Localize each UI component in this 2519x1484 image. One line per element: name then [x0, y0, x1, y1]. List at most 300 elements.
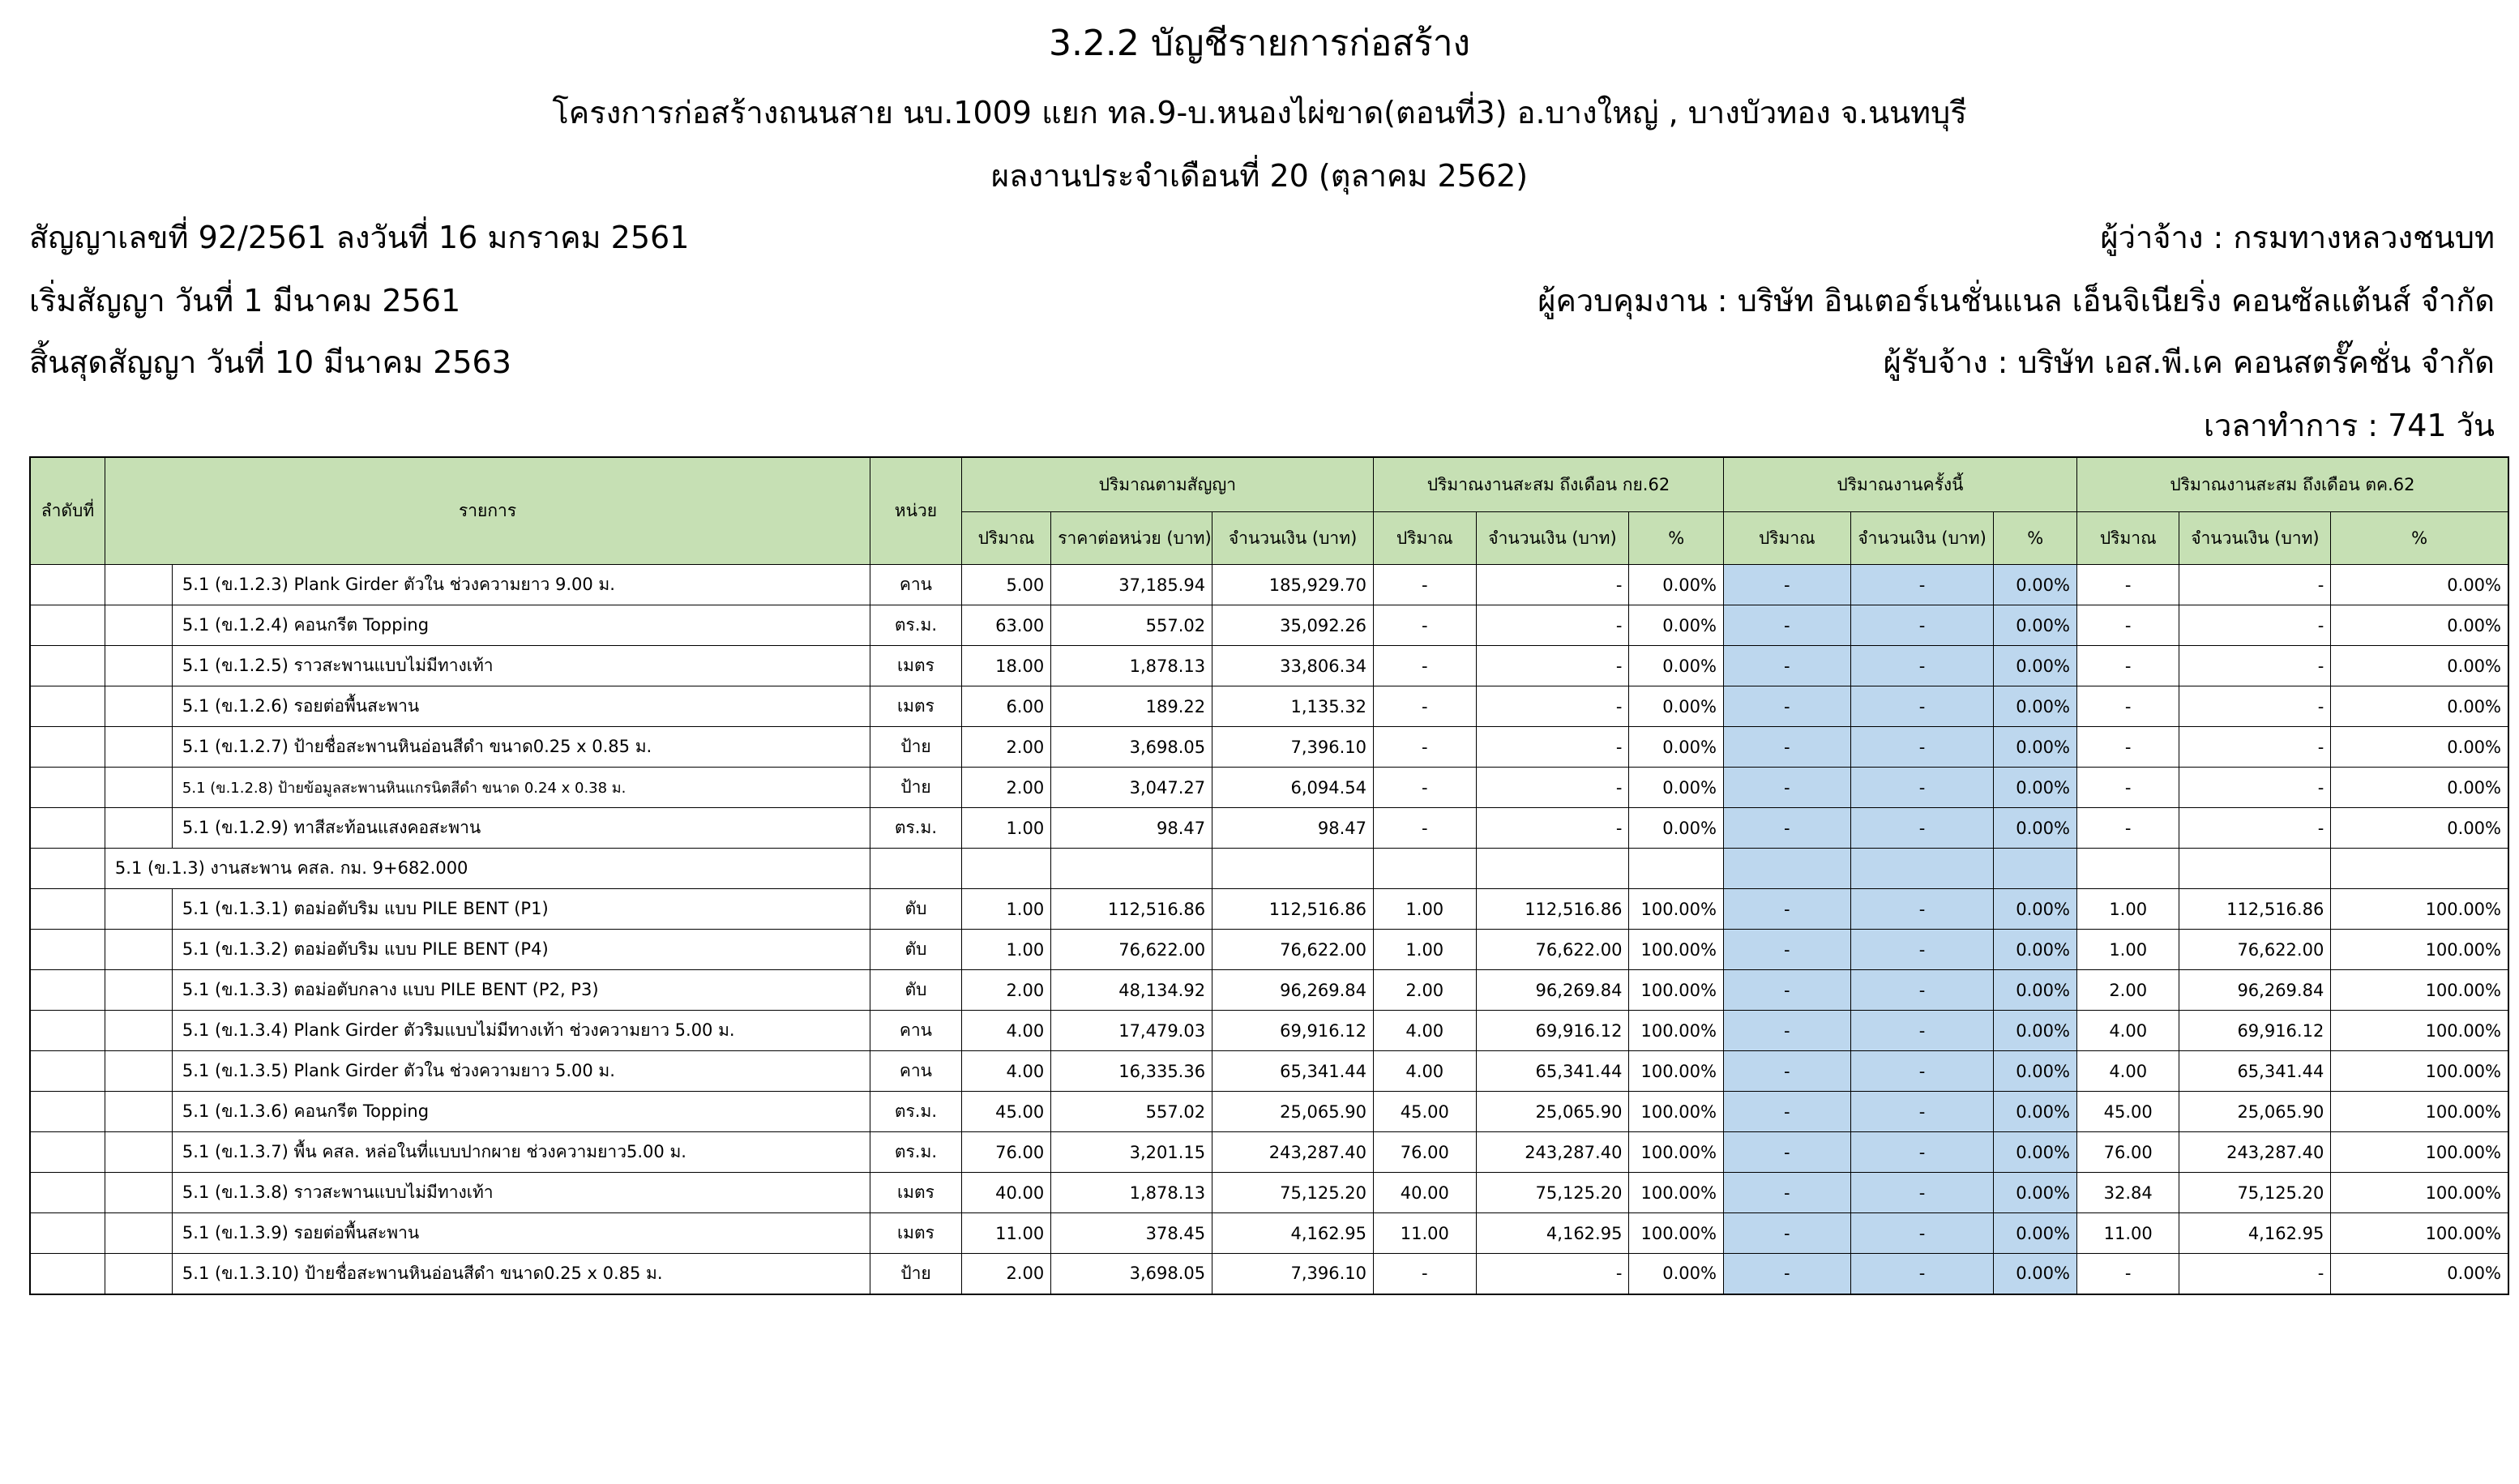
report-period: ผลงานประจำเดือนที่ 20 (ตุลาคม 2562)	[990, 158, 1529, 194]
cell-n-qty: -	[1723, 1173, 1850, 1213]
cell-no	[30, 605, 105, 646]
cell-p-pct: 0.00%	[1629, 686, 1724, 727]
item-description-text: 5.1 (ข.1.3) งานสะพาน คสล. กม. 9+682.000	[114, 858, 468, 878]
item-description-text: 5.1 (ข.1.3.3) ตอม่อตับกลาง แบบ PILE BENT (P2, P3)	[182, 980, 599, 999]
cell-n-qty: -	[1723, 1132, 1850, 1173]
indent-spacer	[105, 1213, 173, 1253]
cell-s-pct: 0.00%	[2331, 605, 2508, 646]
cell-p-amt: 75,125.20	[1476, 1173, 1629, 1213]
cell-no	[30, 1011, 105, 1051]
cell-item-description	[105, 849, 870, 889]
col-header-qty: ปริมาณ	[1723, 512, 1850, 565]
cell-n-amt: -	[1850, 646, 1994, 686]
cell-n-amt: -	[1850, 686, 1994, 727]
cell-p-amt: 243,287.40	[1476, 1132, 1629, 1173]
cell-p-qty: -	[1374, 605, 1477, 646]
table-row	[30, 1173, 2508, 1213]
cell-n-qty: -	[1723, 768, 1850, 808]
construction-items-table	[29, 456, 2509, 1295]
indent-spacer	[105, 808, 173, 848]
cell-c-qty: 6.00	[961, 686, 1051, 727]
cell-n-pct	[1994, 849, 2076, 889]
cell-s-amt: -	[2179, 646, 2331, 686]
cell-n-pct: 0.00%	[1994, 808, 2076, 849]
cell-unit: เมตร	[870, 1173, 962, 1213]
employer: ผู้ว่าจ้าง : กรมทางหลวงชนบท	[2100, 220, 2495, 255]
col-header-amount: จำนวนเงิน (บาท)	[1476, 512, 1629, 565]
cell-n-pct: 0.00%	[1994, 605, 2076, 646]
cell-unit: คาน	[870, 1011, 962, 1051]
cell-item-description	[105, 889, 870, 930]
indent-spacer	[105, 565, 173, 605]
cell-p-amt: 96,269.84	[1476, 970, 1629, 1011]
item-description-text: 5.1 (ข.1.3.5) Plank Girder ตัวใน ช่วงความยาว 5.00 ม.	[182, 1061, 615, 1080]
indent-spacer	[105, 1173, 173, 1212]
cell-p-pct: 0.00%	[1629, 768, 1724, 808]
cell-p-pct: 100.00%	[1629, 889, 1724, 930]
cell-c-price: 3,698.05	[1051, 727, 1212, 768]
cell-c-amt: 243,287.40	[1212, 1132, 1374, 1173]
cell-c-amt	[1212, 849, 1374, 889]
cell-s-pct: 100.00%	[2331, 970, 2508, 1011]
cell-p-qty: -	[1374, 646, 1477, 686]
cell-p-amt: 76,622.00	[1476, 930, 1629, 970]
indent-spacer	[105, 970, 173, 1010]
contract-start: เริ่มสัญญา วันที่ 1 มีนาคม 2561	[29, 283, 461, 319]
cell-s-amt: 112,516.86	[2179, 889, 2331, 930]
table-row	[30, 970, 2508, 1011]
cell-c-price: 557.02	[1051, 1092, 1212, 1132]
cell-no	[30, 1213, 105, 1254]
cell-c-amt: 96,269.84	[1212, 970, 1374, 1011]
cell-p-amt: -	[1476, 768, 1629, 808]
cell-p-amt: -	[1476, 605, 1629, 646]
cell-item-description	[105, 1173, 870, 1213]
cell-no	[30, 565, 105, 605]
cell-c-qty: 2.00	[961, 727, 1051, 768]
cell-n-pct: 0.00%	[1994, 1011, 2076, 1051]
table-body	[30, 565, 2508, 1294]
cell-p-qty: 40.00	[1374, 1173, 1477, 1213]
cell-c-qty: 4.00	[961, 1011, 1051, 1051]
col-header-pct: %	[1994, 512, 2076, 565]
cell-p-amt: 112,516.86	[1476, 889, 1629, 930]
cell-unit	[870, 849, 962, 889]
cell-p-pct: 0.00%	[1629, 646, 1724, 686]
cell-c-amt: 4,162.95	[1212, 1213, 1374, 1254]
cell-n-pct: 0.00%	[1994, 1051, 2076, 1092]
cell-p-pct: 100.00%	[1629, 970, 1724, 1011]
cell-p-qty: -	[1374, 686, 1477, 727]
cell-n-pct: 0.00%	[1994, 646, 2076, 686]
cell-p-qty: -	[1374, 565, 1477, 605]
col-group-cumulative: ปริมาณงานสะสม ถึงเดือน ตค.62	[2076, 457, 2508, 512]
cell-p-pct: 100.00%	[1629, 1011, 1724, 1051]
cell-p-amt: 65,341.44	[1476, 1051, 1629, 1092]
cell-n-qty: -	[1723, 970, 1850, 1011]
item-description-text: 5.1 (ข.1.3.9) รอยต่อพื้นสะพาน	[182, 1223, 420, 1242]
indent-spacer	[105, 646, 173, 686]
cell-s-qty: -	[2076, 565, 2179, 605]
cell-n-pct: 0.00%	[1994, 1213, 2076, 1254]
cell-p-amt: -	[1476, 808, 1629, 849]
cell-n-amt: -	[1850, 768, 1994, 808]
cell-no	[30, 686, 105, 727]
cell-unit: เมตร	[870, 686, 962, 727]
item-description-text: 5.1 (ข.1.2.5) ราวสะพานแบบไม่มีทางเท้า	[182, 656, 494, 675]
cell-item-description	[105, 808, 870, 849]
col-header-amount: จำนวนเงิน (บาท)	[1212, 512, 1374, 565]
item-description-text: 5.1 (ข.1.2.4) คอนกรีต Topping	[182, 615, 430, 635]
cell-c-qty: 18.00	[961, 646, 1051, 686]
cell-no	[30, 768, 105, 808]
cell-n-qty: -	[1723, 565, 1850, 605]
cell-n-pct: 0.00%	[1994, 970, 2076, 1011]
table-row	[30, 686, 2508, 727]
col-header-pct: %	[2331, 512, 2508, 565]
cell-p-qty: 1.00	[1374, 930, 1477, 970]
cell-n-amt: -	[1850, 970, 1994, 1011]
cell-c-price: 112,516.86	[1051, 889, 1212, 930]
cell-item-description	[105, 1092, 870, 1132]
cell-p-amt: 25,065.90	[1476, 1092, 1629, 1132]
cell-s-qty: -	[2076, 768, 2179, 808]
cell-n-amt	[1850, 849, 1994, 889]
cell-n-qty: -	[1723, 605, 1850, 646]
cell-item-description	[105, 930, 870, 970]
table-row	[30, 1092, 2508, 1132]
cell-n-amt: -	[1850, 1254, 1994, 1294]
cell-c-price: 37,185.94	[1051, 565, 1212, 605]
cell-c-qty: 63.00	[961, 605, 1051, 646]
cell-s-amt: 96,269.84	[2179, 970, 2331, 1011]
cell-s-pct: 100.00%	[2331, 889, 2508, 930]
table-row	[30, 646, 2508, 686]
cell-no	[30, 1051, 105, 1092]
cell-p-pct: 0.00%	[1629, 565, 1724, 605]
cell-c-qty: 11.00	[961, 1213, 1051, 1254]
cell-s-pct	[2331, 849, 2508, 889]
cell-p-amt: -	[1476, 646, 1629, 686]
col-group-contract: ปริมาณตามสัญญา	[961, 457, 1373, 512]
contractor: ผู้รับจ้าง : บริษัท เอส.พี.เค คอนสตรั๊คชั่น จำกัด	[1883, 344, 2495, 380]
cell-item-description	[105, 1051, 870, 1092]
cell-s-pct: 100.00%	[2331, 1051, 2508, 1092]
indent-spacer	[105, 727, 173, 767]
cell-n-amt: -	[1850, 727, 1994, 768]
contract-end: สิ้นสุดสัญญา วันที่ 10 มีนาคม 2563	[29, 344, 511, 380]
cell-s-amt: -	[2179, 727, 2331, 768]
cell-p-pct	[1629, 849, 1724, 889]
item-description-text: 5.1 (ข.1.3.7) พื้น คสล. หล่อในที่แบบปากผาย ช่วงความยาว5.00 ม.	[182, 1142, 686, 1161]
table-row	[30, 849, 2508, 889]
cell-n-qty: -	[1723, 727, 1850, 768]
cell-s-amt: -	[2179, 686, 2331, 727]
col-header-no: ลำดับที่	[30, 457, 105, 565]
cell-c-price: 16,335.36	[1051, 1051, 1212, 1092]
cell-unit: คาน	[870, 565, 962, 605]
cell-p-pct: 0.00%	[1629, 605, 1724, 646]
cell-s-pct: 0.00%	[2331, 727, 2508, 768]
cell-c-price: 98.47	[1051, 808, 1212, 849]
cell-n-amt: -	[1850, 1213, 1994, 1254]
cell-p-qty: -	[1374, 808, 1477, 849]
cell-unit: ตร.ม.	[870, 1132, 962, 1173]
cell-p-qty: -	[1374, 1254, 1477, 1294]
cell-n-qty	[1723, 849, 1850, 889]
supervisor: ผู้ควบคุมงาน : บริษัท อินเตอร์เนชั่นแนล เอ็นจิเนียริ่ง คอนซัลแต้นส์ จำกัด	[1537, 283, 2495, 319]
cell-p-qty: 4.00	[1374, 1011, 1477, 1051]
cell-p-pct: 100.00%	[1629, 1092, 1724, 1132]
cell-item-description	[105, 1213, 870, 1254]
cell-c-price: 378.45	[1051, 1213, 1212, 1254]
cell-c-amt: 98.47	[1212, 808, 1374, 849]
cell-c-amt: 35,092.26	[1212, 605, 1374, 646]
cell-p-qty: 76.00	[1374, 1132, 1477, 1173]
cell-s-qty: 32.84	[2076, 1173, 2179, 1213]
col-header-unit: หน่วย	[870, 457, 962, 565]
cell-c-amt: 112,516.86	[1212, 889, 1374, 930]
cell-n-qty: -	[1723, 686, 1850, 727]
cell-p-amt: -	[1476, 727, 1629, 768]
cell-s-pct: 0.00%	[2331, 646, 2508, 686]
cell-s-pct: 0.00%	[2331, 768, 2508, 808]
cell-s-qty: 45.00	[2076, 1092, 2179, 1132]
cell-c-price: 557.02	[1051, 605, 1212, 646]
table-row	[30, 1213, 2508, 1254]
cell-c-price: 189.22	[1051, 686, 1212, 727]
working-duration: เวลาทำการ : 741 วัน	[2204, 408, 2495, 443]
cell-no	[30, 849, 105, 889]
cell-s-amt: -	[2179, 1254, 2331, 1294]
cell-s-amt: -	[2179, 808, 2331, 849]
cell-n-amt: -	[1850, 1051, 1994, 1092]
cell-s-pct: 100.00%	[2331, 1213, 2508, 1254]
cell-c-qty: 5.00	[961, 565, 1051, 605]
cell-c-price: 48,134.92	[1051, 970, 1212, 1011]
cell-item-description	[105, 646, 870, 686]
cell-c-amt: 69,916.12	[1212, 1011, 1374, 1051]
cell-c-price: 3,698.05	[1051, 1254, 1212, 1294]
cell-c-amt: 6,094.54	[1212, 768, 1374, 808]
cell-unit: ป้าย	[870, 768, 962, 808]
cell-unit: ตับ	[870, 889, 962, 930]
cell-s-qty: -	[2076, 808, 2179, 849]
cell-n-amt: -	[1850, 605, 1994, 646]
col-header-qty: ปริมาณ	[961, 512, 1051, 565]
indent-spacer	[105, 1254, 173, 1294]
cell-n-qty: -	[1723, 930, 1850, 970]
cell-s-qty: 1.00	[2076, 930, 2179, 970]
cell-unit: ตร.ม.	[870, 1092, 962, 1132]
cell-p-amt: -	[1476, 1254, 1629, 1294]
cell-s-qty: 11.00	[2076, 1213, 2179, 1254]
cell-c-qty: 4.00	[961, 1051, 1051, 1092]
cell-c-amt: 7,396.10	[1212, 727, 1374, 768]
cell-p-amt: 4,162.95	[1476, 1213, 1629, 1254]
cell-s-pct: 0.00%	[2331, 808, 2508, 849]
cell-unit: ตร.ม.	[870, 808, 962, 849]
cell-unit: คาน	[870, 1051, 962, 1092]
cell-n-amt: -	[1850, 930, 1994, 970]
cell-c-price: 3,047.27	[1051, 768, 1212, 808]
cell-n-amt: -	[1850, 1132, 1994, 1173]
table-row	[30, 1051, 2508, 1092]
cell-s-pct: 100.00%	[2331, 1132, 2508, 1173]
cell-s-qty	[2076, 849, 2179, 889]
cell-c-amt: 7,396.10	[1212, 1254, 1374, 1294]
indent-spacer	[105, 768, 173, 807]
cell-s-pct: 100.00%	[2331, 1173, 2508, 1213]
cell-n-qty: -	[1723, 1011, 1850, 1051]
cell-c-price: 76,622.00	[1051, 930, 1212, 970]
cell-n-pct: 0.00%	[1994, 1173, 2076, 1213]
cell-n-qty: -	[1723, 1213, 1850, 1254]
cell-n-amt: -	[1850, 889, 1994, 930]
cell-item-description	[105, 605, 870, 646]
cell-n-amt: -	[1850, 565, 1994, 605]
cell-s-amt: 76,622.00	[2179, 930, 2331, 970]
cell-s-pct: 100.00%	[2331, 930, 2508, 970]
cell-c-amt: 75,125.20	[1212, 1173, 1374, 1213]
cell-p-pct: 0.00%	[1629, 1254, 1724, 1294]
cell-c-price: 3,201.15	[1051, 1132, 1212, 1173]
cell-no	[30, 1132, 105, 1173]
cell-no	[30, 889, 105, 930]
cell-p-pct: 100.00%	[1629, 1213, 1724, 1254]
cell-s-qty: -	[2076, 646, 2179, 686]
cell-s-amt: 65,341.44	[2179, 1051, 2331, 1092]
cell-unit: ตร.ม.	[870, 605, 962, 646]
cell-c-qty	[961, 849, 1051, 889]
cell-no	[30, 646, 105, 686]
table-row	[30, 727, 2508, 768]
cell-c-amt: 65,341.44	[1212, 1051, 1374, 1092]
cell-p-qty: 1.00	[1374, 889, 1477, 930]
cell-p-pct: 0.00%	[1629, 808, 1724, 849]
cell-c-amt: 33,806.34	[1212, 646, 1374, 686]
col-header-amount: จำนวนเงิน (บาท)	[1850, 512, 1994, 565]
cell-p-pct: 100.00%	[1629, 1132, 1724, 1173]
cell-n-qty: -	[1723, 646, 1850, 686]
cell-p-qty: -	[1374, 727, 1477, 768]
cell-n-pct: 0.00%	[1994, 1254, 2076, 1294]
cell-s-amt: -	[2179, 768, 2331, 808]
indent-spacer	[105, 1132, 173, 1172]
cell-p-qty: 2.00	[1374, 970, 1477, 1011]
cell-no	[30, 1173, 105, 1213]
cell-n-amt: -	[1850, 1092, 1994, 1132]
cell-n-pct: 0.00%	[1994, 930, 2076, 970]
cell-c-qty: 1.00	[961, 808, 1051, 849]
cell-s-amt: -	[2179, 605, 2331, 646]
cell-s-amt: 4,162.95	[2179, 1213, 2331, 1254]
cell-p-pct: 0.00%	[1629, 727, 1724, 768]
cell-c-qty: 40.00	[961, 1173, 1051, 1213]
cell-n-amt: -	[1850, 1173, 1994, 1213]
contract-number: สัญญาเลขที่ 92/2561 ลงวันที่ 16 มกราคม 2561	[29, 220, 690, 255]
cell-n-pct: 0.00%	[1994, 768, 2076, 808]
indent-spacer	[105, 930, 173, 969]
cell-unit: เมตร	[870, 646, 962, 686]
cell-no	[30, 808, 105, 849]
cell-unit: ป้าย	[870, 1254, 962, 1294]
col-header-amount: จำนวนเงิน (บาท)	[2179, 512, 2331, 565]
cell-c-price: 1,878.13	[1051, 646, 1212, 686]
cell-s-pct: 0.00%	[2331, 565, 2508, 605]
cell-s-qty: 2.00	[2076, 970, 2179, 1011]
cell-n-qty: -	[1723, 808, 1850, 849]
cell-n-pct: 0.00%	[1994, 1132, 2076, 1173]
cell-n-pct: 0.00%	[1994, 889, 2076, 930]
cell-s-amt	[2179, 849, 2331, 889]
cell-p-qty	[1374, 849, 1477, 889]
cell-s-qty: -	[2076, 727, 2179, 768]
cell-s-amt: 243,287.40	[2179, 1132, 2331, 1173]
cell-c-price	[1051, 849, 1212, 889]
cell-s-qty: -	[2076, 686, 2179, 727]
cell-no	[30, 1092, 105, 1132]
indent-spacer	[105, 1011, 173, 1050]
cell-p-amt	[1476, 849, 1629, 889]
item-description-text: 5.1 (ข.1.3.2) ตอม่อตับริม แบบ PILE BENT (P4)	[182, 939, 549, 959]
cell-s-qty: -	[2076, 605, 2179, 646]
cell-s-qty: 4.00	[2076, 1011, 2179, 1051]
cell-no	[30, 930, 105, 970]
table-row	[30, 930, 2508, 970]
cell-c-price: 1,878.13	[1051, 1173, 1212, 1213]
cell-no	[30, 1254, 105, 1294]
table-row	[30, 808, 2508, 849]
cell-item-description	[105, 970, 870, 1011]
item-description-text: 5.1 (ข.1.2.7) ป้ายชื่อสะพานหินอ่อนสีดำ ขนาด0.25 x 0.85 ม.	[182, 737, 652, 756]
item-description-text: 5.1 (ข.1.2.8) ป้ายข้อมูลสะพานหินแกรนิตสีดำ ขนาด 0.24 x 0.38 ม.	[182, 780, 627, 797]
item-description-text: 5.1 (ข.1.2.6) รอยต่อพื้นสะพาน	[182, 696, 420, 716]
table-row	[30, 605, 2508, 646]
cell-p-amt: -	[1476, 686, 1629, 727]
cell-s-pct: 0.00%	[2331, 686, 2508, 727]
cell-s-amt: -	[2179, 565, 2331, 605]
table-row	[30, 1132, 2508, 1173]
cell-p-pct: 100.00%	[1629, 930, 1724, 970]
cell-c-amt: 25,065.90	[1212, 1092, 1374, 1132]
item-description-text: 5.1 (ข.1.3.1) ตอม่อตับริม แบบ PILE BENT (P1)	[182, 899, 549, 918]
cell-c-amt: 1,135.32	[1212, 686, 1374, 727]
cell-p-qty: 45.00	[1374, 1092, 1477, 1132]
table-row	[30, 768, 2508, 808]
cell-n-qty: -	[1723, 1092, 1850, 1132]
cell-item-description	[105, 1254, 870, 1294]
cell-n-qty: -	[1723, 1254, 1850, 1294]
cell-no	[30, 970, 105, 1011]
cell-n-amt: -	[1850, 808, 1994, 849]
cell-no	[30, 727, 105, 768]
cell-n-pct: 0.00%	[1994, 1092, 2076, 1132]
col-header-qty: ปริมาณ	[1374, 512, 1477, 565]
col-group-current: ปริมาณงานครั้งนี้	[1723, 457, 2076, 512]
cell-c-qty: 2.00	[961, 768, 1051, 808]
indent-spacer	[105, 1051, 173, 1091]
cell-c-qty: 2.00	[961, 1254, 1051, 1294]
cell-c-qty: 2.00	[961, 970, 1051, 1011]
item-description-text: 5.1 (ข.1.3.6) คอนกรีต Topping	[182, 1101, 430, 1121]
cell-c-qty: 1.00	[961, 889, 1051, 930]
cell-p-qty: -	[1374, 768, 1477, 808]
cell-n-qty: -	[1723, 889, 1850, 930]
project-name: โครงการก่อสร้างถนนสาย นบ.1009 แยก ทล.9-บ.หนองไผ่ขาด(ตอนที่3) อ.บางใหญ่ , บางบัวทอง จ.นนทบุรี	[552, 95, 1967, 130]
indent-spacer	[105, 889, 173, 929]
col-header-unit-price: ราคาต่อหน่วย (บาท)	[1051, 512, 1212, 565]
